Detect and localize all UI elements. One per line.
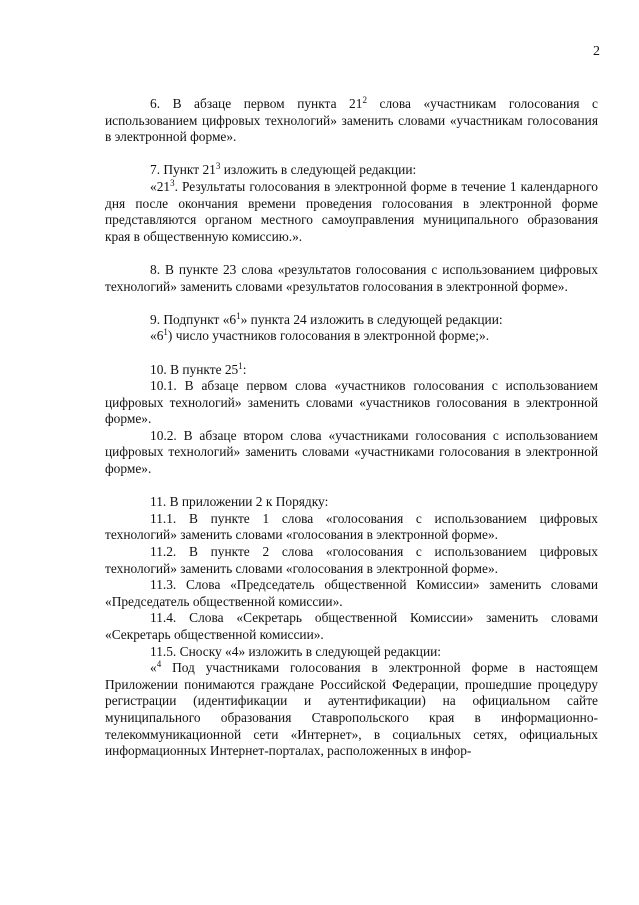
text-run: . Результаты голосования в электронной форме в течение 1 календарного дня после окончания времени проведения голосования в электронной форме представляются органом местного самоуправления муниципального образования края в общественную комиссию.». <box>105 178 598 244</box>
text-run: изложить в следующей редакции: <box>220 162 417 178</box>
item-11-5-quote <box>105 660 598 760</box>
text-run: 11.1. В пункте 1 слова «голосования с использованием цифровых технологий» заменить словами «голосования в электронной форме». <box>105 510 598 543</box>
text-run: 7. Пункт 21 <box>150 162 216 178</box>
text-run: 11.4. Слова «Секретарь общественной Комиссии» заменить словами «Секретарь общественной комиссии». <box>105 610 598 642</box>
item-6 <box>105 96 598 146</box>
text-run: 11.5. Сноску «4» изложить в следующей редакции: <box>150 643 442 659</box>
item-9-quote <box>105 328 598 345</box>
text-run: » пункта 24 изложить в следующей редакции: <box>240 311 503 327</box>
text-run: слова «участникам голосования с использованием цифровых технологий» заменить словами «участникам голосования в электронной форме». <box>105 96 598 145</box>
superscript: 3 <box>215 161 221 172</box>
text-run: «6 <box>150 328 164 344</box>
item-11-3 <box>105 577 598 610</box>
text-run: «21 <box>150 178 171 194</box>
superscript: 1 <box>236 310 241 321</box>
text-run: « <box>150 660 157 676</box>
item-7-quote <box>105 179 598 245</box>
text-run: Под участниками голосования в электронной форме в настоящем Приложении понимаются граждане Российской Федерации, прошедшие процедуру регистрации (идентификации и аутентификации) на официальном сайте муниципального образования Ставропольского края в информационно-телекоммуникационной сети «Интернет», в социальных сетях, официальных информационных Интернет-порталах, расположенных в инфор- <box>105 660 598 759</box>
text-run: 6. В абзаце первом пункта 21 <box>150 96 363 111</box>
item-9 <box>105 312 598 329</box>
text-run: 11.3. Слова «Председатель общественной Комиссии» заменить словами «Председатель общественной комиссии». <box>105 577 598 609</box>
superscript: 4 <box>156 659 162 670</box>
text-run: ) число участников голосования в электронной форме;». <box>167 328 490 344</box>
item-7 <box>105 162 598 179</box>
text-run: 10.2. В абзаце втором слова «участниками голосования с использованием цифровых технологий» заменить словами «участниками голосования в электронной форме». <box>105 427 598 477</box>
document-body <box>105 96 598 760</box>
superscript: 1 <box>238 360 243 371</box>
item-10-2 <box>105 428 598 478</box>
text-run: 10.1. В абзаце первом слова «участников голосования с использованием цифровых технологий» заменить словами «участников голосования в электронной форме». <box>105 378 598 427</box>
superscript: 1 <box>163 327 168 338</box>
superscript: 2 <box>362 95 367 105</box>
item-10-1 <box>105 378 598 428</box>
item-11 <box>105 494 598 511</box>
page-number: 2 <box>593 44 600 59</box>
text-run: 9. Подпункт «6 <box>150 311 237 327</box>
text-run: 11. В приложении 2 к Порядку: <box>150 494 329 510</box>
item-8 <box>105 262 598 295</box>
text-run: 11.2. В пункте 2 слова «голосования с использованием цифровых технологий» заменить словами «голосования в электронной форме». <box>105 544 598 576</box>
item-11-5 <box>105 644 598 661</box>
superscript: 3 <box>170 177 175 188</box>
item-11-2 <box>105 544 598 577</box>
text-run: 10. В пункте 25 <box>150 361 239 377</box>
item-10 <box>105 362 598 379</box>
item-11-1 <box>105 511 598 544</box>
item-11-4 <box>105 610 598 643</box>
text-run: : <box>242 361 247 377</box>
text-run: 8. В пункте 23 слова «результатов голосования с использованием цифровых технологий» заменить словами «результатов голосования в электронной форме». <box>105 261 598 294</box>
